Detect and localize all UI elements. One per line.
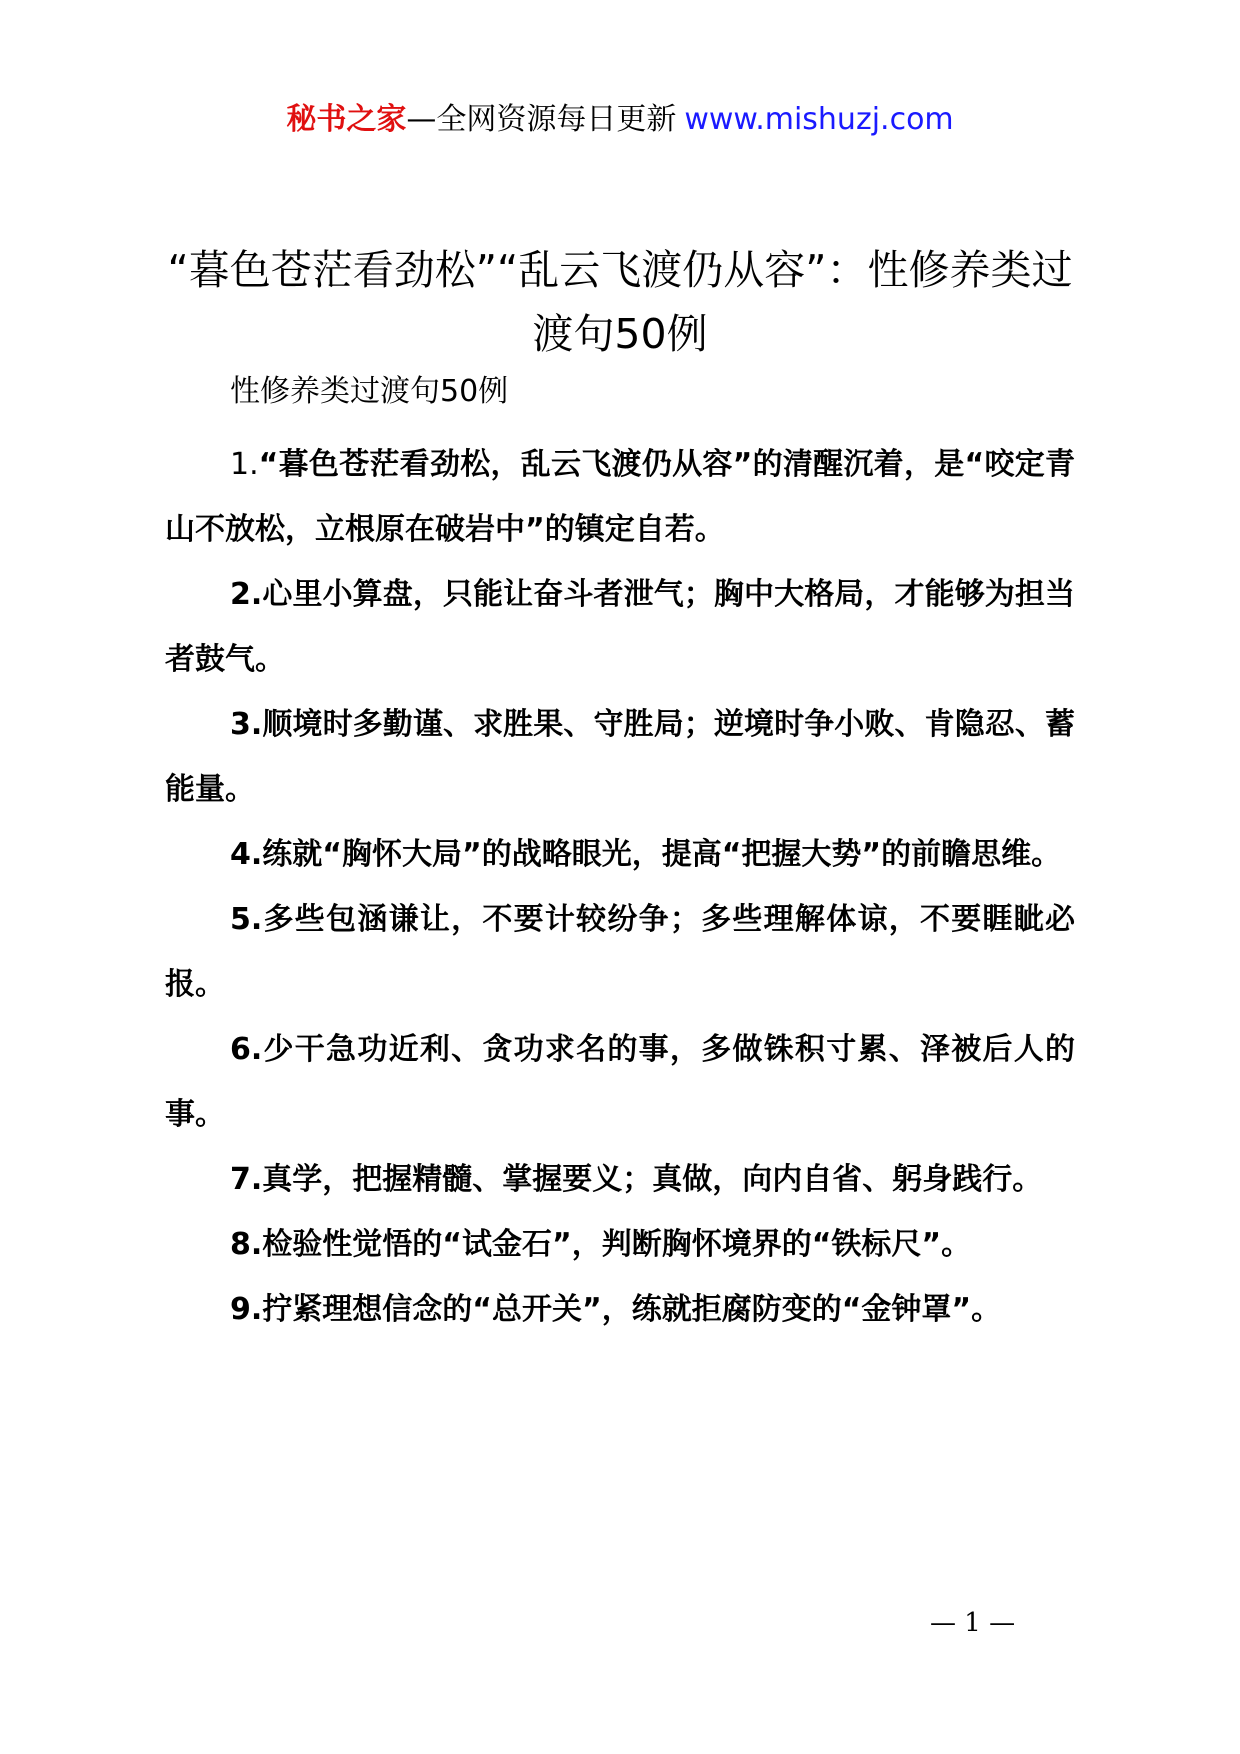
document-subtitle: 性修养类过渡句50例 xyxy=(230,374,509,409)
list-item xyxy=(165,1147,1075,1212)
page-number: — 1 — xyxy=(930,1608,1016,1638)
document-body xyxy=(165,432,1075,1342)
list-item xyxy=(165,692,1075,822)
site-url-link[interactable]: www.mishuzj.com xyxy=(684,102,954,137)
item-text: 练就“胸怀大局”的战略眼光，提高“把握大势”的前瞻思维。 xyxy=(262,837,1062,872)
list-item xyxy=(165,432,1075,562)
site-slogan: —全网资源每日更新 xyxy=(406,102,677,137)
item-number: 7. xyxy=(230,1162,263,1197)
item-number: 1. xyxy=(230,447,259,482)
list-item xyxy=(165,822,1075,887)
item-number: 2. xyxy=(230,577,263,612)
item-text: 少干急功近利、贪功求名的事，多做铢积寸累、泽被后人的事。 xyxy=(165,1032,1075,1132)
item-text: 心里小算盘，只能让奋斗者泄气；胸中大格局，才能够为担当者鼓气。 xyxy=(165,577,1075,677)
item-text: 检验性觉悟的“试金石”，判断胸怀境界的“铁标尺”。 xyxy=(262,1227,972,1262)
item-number: 5. xyxy=(230,902,263,937)
item-number: 6. xyxy=(230,1032,263,1067)
item-text: 多些包涵谦让，不要计较纷争；多些理解体谅，不要睚眦必报。 xyxy=(165,902,1075,1002)
item-text: 真学，把握精髓、掌握要义；真做，向内自省、躬身践行。 xyxy=(262,1162,1043,1197)
list-item xyxy=(165,1277,1075,1342)
list-item xyxy=(165,1212,1075,1277)
item-number: 3. xyxy=(230,707,263,742)
item-text: 顺境时多勤谨、求胜果、守胜局；逆境时争小败、肯隐忍、蓄能量。 xyxy=(165,707,1075,807)
item-text: 拧紧理想信念的“总开关”，练就拒腐防变的“金钟罩”。 xyxy=(262,1292,1002,1327)
list-item xyxy=(165,887,1075,1017)
item-number: 4. xyxy=(230,837,263,872)
list-item xyxy=(165,1017,1075,1147)
item-text: “暮色苍茫看劲松，乱云飞渡仍从容”的清醒沉着，是“咬定青山不放松，立根原在破岩中”的镇定自若。 xyxy=(165,447,1075,547)
site-brand: 秘书之家 xyxy=(286,102,407,137)
site-header xyxy=(0,100,1240,140)
item-number: 8. xyxy=(230,1227,263,1262)
item-number: 9. xyxy=(230,1292,263,1327)
list-item xyxy=(165,562,1075,692)
document-title: “暮色苍茫看劲松”“乱云飞渡仍从容”：性修养类过渡句50例 xyxy=(167,246,1073,358)
